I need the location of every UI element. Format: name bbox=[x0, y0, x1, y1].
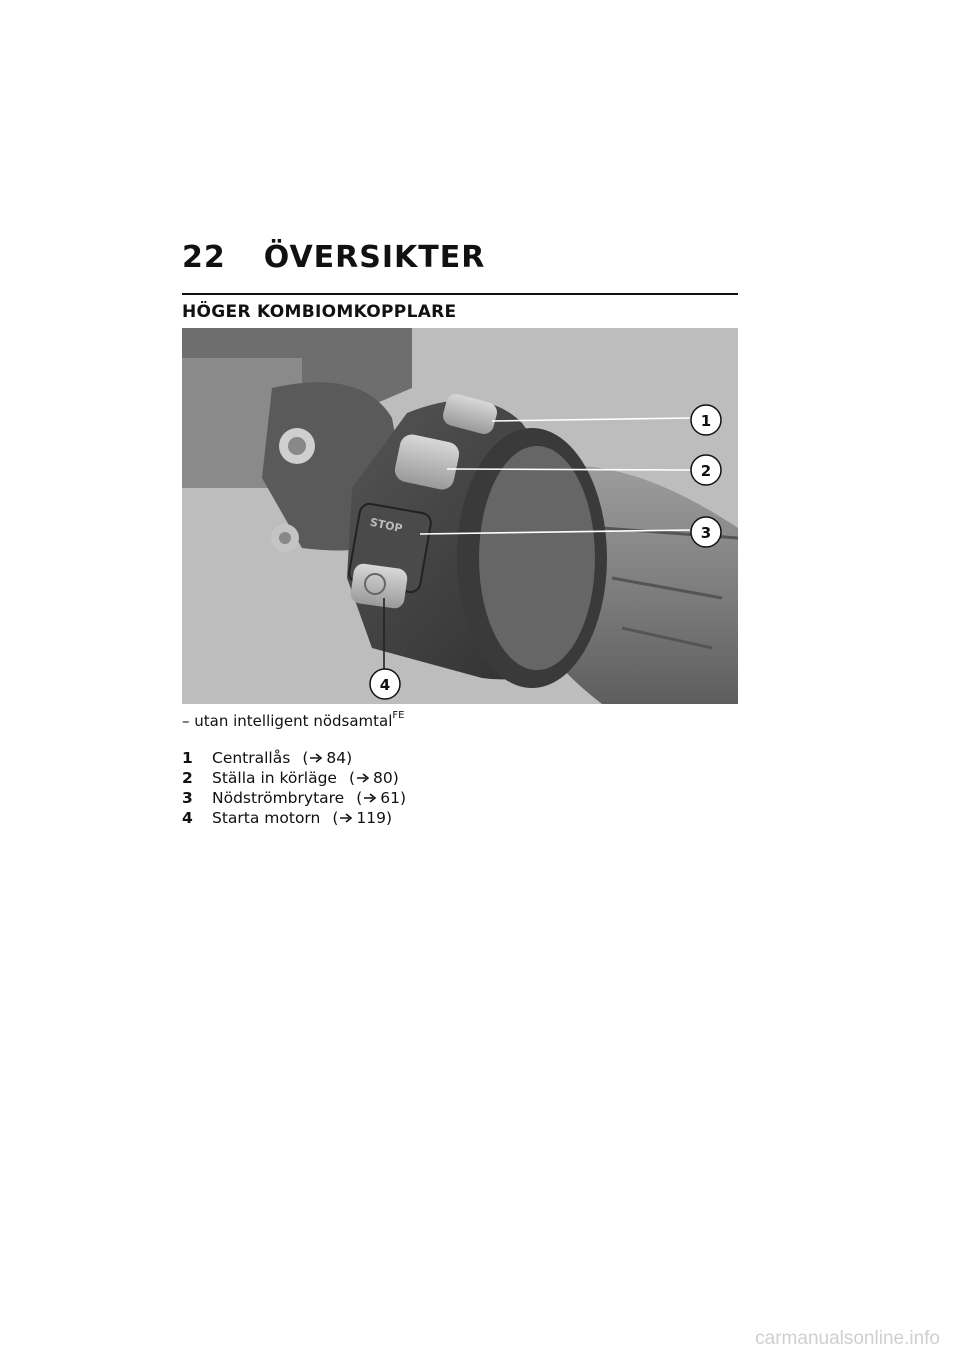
svg-text:2: 2 bbox=[700, 462, 712, 480]
legend-number: 2 bbox=[182, 769, 193, 787]
page-reference[interactable]: ( 61 ) bbox=[356, 789, 407, 807]
list-item bbox=[182, 808, 406, 828]
arrow-right-icon bbox=[310, 753, 324, 763]
legend-label: Nödströmbrytare bbox=[212, 789, 345, 807]
figure-caption bbox=[182, 712, 404, 730]
legend-list bbox=[182, 748, 406, 828]
legend-number: 3 bbox=[182, 789, 193, 807]
legend-label: Ställa in körläge bbox=[212, 769, 337, 787]
callout-3 bbox=[691, 517, 721, 547]
legend-label: Starta motorn bbox=[212, 809, 321, 827]
legend-number: 4 bbox=[182, 809, 193, 827]
header-rule bbox=[182, 293, 738, 295]
page-number: 22 bbox=[182, 240, 226, 275]
watermark: carmanualsonline.info bbox=[755, 1328, 940, 1349]
legend-number: 1 bbox=[182, 749, 193, 767]
callout-1 bbox=[691, 405, 721, 435]
page-reference[interactable]: ( 84 ) bbox=[302, 749, 353, 767]
arrow-right-icon bbox=[357, 773, 371, 783]
svg-text:4: 4 bbox=[379, 676, 391, 694]
list-item bbox=[182, 788, 406, 808]
list-item bbox=[182, 748, 406, 768]
svg-text:3: 3 bbox=[700, 524, 712, 542]
legend-label: Centrallås bbox=[212, 749, 291, 767]
list-item bbox=[182, 768, 406, 788]
chapter-header bbox=[182, 240, 485, 275]
section-title: HÖGER KOMBIOMKOPPLARE bbox=[182, 302, 457, 322]
arrow-right-icon bbox=[340, 813, 354, 823]
stop-label: STOP bbox=[368, 515, 404, 536]
caption-text: – utan intelligent nödsamtal bbox=[182, 712, 393, 730]
chapter-title: ÖVERSIKTER bbox=[263, 240, 486, 275]
switch-illustration bbox=[182, 328, 738, 704]
svg-text:1: 1 bbox=[700, 412, 712, 430]
page-reference[interactable]: ( 119 ) bbox=[332, 809, 393, 827]
callout-4 bbox=[370, 669, 400, 699]
callout-2 bbox=[691, 455, 721, 485]
page-reference[interactable]: ( 80 ) bbox=[348, 769, 399, 787]
arrow-right-icon bbox=[364, 793, 378, 803]
caption-superscript: FE bbox=[392, 710, 405, 721]
